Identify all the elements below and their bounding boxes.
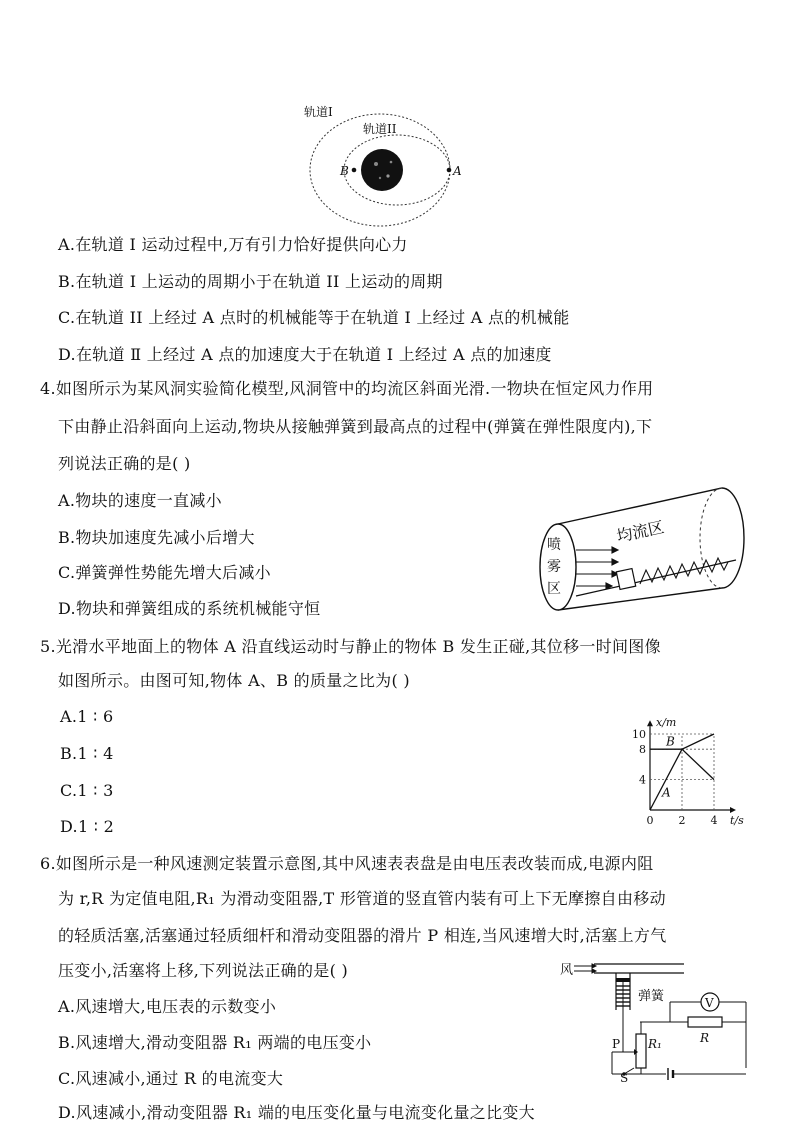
q5-stem-line-1: 5.光滑水平地面上的物体 A 沿直线运动时与静止的物体 B 发生正碰,其位移一时间图像 <box>40 637 661 656</box>
incline <box>576 560 736 596</box>
q6-stem-line-4: 压变小,活塞将上移,下列说法正确的是( ) <box>58 961 349 980</box>
spray-zone-label-2: 雾 <box>547 559 561 575</box>
wind-arrows <box>576 547 618 589</box>
q6-option-a: A.风速增大,电压表的示数变小 <box>58 997 277 1016</box>
y-tick-label-10: 10 <box>632 728 646 741</box>
wind-tunnel-figure <box>536 484 760 620</box>
piston <box>616 978 630 982</box>
point-b-label: B <box>340 164 349 178</box>
p-label: P <box>612 1037 621 1051</box>
x-tick-label-2: 2 <box>678 814 686 827</box>
q5-stem-line-2: 如图所示。由图可知,物体 A、B 的质量之比为( ) <box>58 671 410 690</box>
point-a-label: A <box>453 164 462 178</box>
tunnel-body <box>558 488 744 610</box>
point-a-dot <box>447 168 452 173</box>
x-tick-label-0: 0 <box>646 814 654 827</box>
y-tick-label-4: 4 <box>639 773 646 787</box>
r-label: R <box>700 1031 710 1045</box>
q6-stem-line-2: 为 r,R 为定值电阻,R₁ 为滑动变阻器,T 形管道的竖直管内装有可上下无摩擦自由移动 <box>58 889 666 908</box>
q3-option-b: B.在轨道 I 上运动的周期小于在轨道 II 上运动的周期 <box>58 272 443 291</box>
q3-option-a: A.在轨道 I 运动过程中,万有引力恰好提供向心力 <box>58 235 408 254</box>
uniform-zone-label: 均流区 <box>614 517 666 546</box>
q6-option-b: B.风速增大,滑动变阻器 R₁ 两端的电压变小 <box>58 1033 372 1052</box>
q6-option-d: D.风速减小,滑动变阻器 R₁ 端的电压变化量与电流变化量之比变大 <box>58 1103 535 1122</box>
q4-option-c: C.弹簧弹性势能先增大后减小 <box>58 563 271 582</box>
spray-zone-label-3: 区 <box>547 581 561 597</box>
x-axis-label: t/s <box>730 814 744 827</box>
rheostat-r1 <box>636 1034 646 1068</box>
orbit-1-label: 轨道I <box>304 105 333 119</box>
q5-option-d: D.1 ∶ 2 <box>60 817 115 836</box>
q5-option-b: B.1 ∶ 4 <box>60 744 114 763</box>
q6-option-c: C.风速减小,通过 R 的电流变大 <box>58 1069 284 1088</box>
q6-stem-line-3: 的轻质活塞,活塞通过轻质细杆和滑动变阻器的滑片 P 相连,当风速增大时,活塞上方气 <box>58 926 667 945</box>
x-axis-arrow <box>730 807 736 813</box>
q4-stem-line-3: 列说法正确的是( ) <box>58 454 191 473</box>
resistor-r <box>688 1017 722 1027</box>
block <box>616 569 635 590</box>
series-label-B: B <box>666 734 675 749</box>
series-label-A: A <box>662 785 671 800</box>
q3-option-d: D.在轨道 Ⅱ 上经过 A 点的加速度大于在轨道 I 上经过 A 点的加速度 <box>58 345 552 364</box>
r1-label: R₁ <box>648 1037 662 1051</box>
point-b-dot <box>352 168 357 173</box>
planet <box>361 149 403 191</box>
q4-option-a: A.物块的速度一直减小 <box>58 491 222 510</box>
q3-option-c: C.在轨道 II 上经过 A 点时的机械能等于在轨道 I 上经过 A 点的机械能 <box>58 308 570 327</box>
spring <box>640 558 728 584</box>
wind-label: 风 <box>560 963 574 978</box>
q4-stem-line-2: 下由静止沿斜面向上运动,物块从接触弹簧到最高点的过程中(弹簧在弹性限度内),下 <box>58 417 653 436</box>
y-axis-arrow <box>647 720 653 726</box>
orbit-2-label: 轨道II <box>363 122 397 136</box>
q4-option-d: D.物块和弹簧组成的系统机械能守恒 <box>58 599 321 618</box>
spring-label: 弹簧 <box>638 989 665 1004</box>
q5-option-a: A.1 ∶ 6 <box>60 707 114 726</box>
voltmeter-label: V <box>705 996 714 1010</box>
orbit-figure <box>296 96 496 236</box>
q5-option-c: C.1 ∶ 3 <box>60 781 114 800</box>
position-time-chart <box>626 698 766 828</box>
q4-stem-line-1: 4.如图所示为某风洞实验简化模型,风洞管中的均流区斜面光滑.一物块在恒定风力作用 <box>40 379 654 398</box>
y-axis-label: x/m <box>656 716 677 730</box>
y-tick-label-8: 8 <box>639 743 646 757</box>
q6-stem-line-1: 6.如图所示是一种风速测定装置示意图,其中风速表表盘是由电压表改装而成,电源内阻 <box>40 854 654 873</box>
s-label: S <box>620 1071 629 1082</box>
q4-option-b: B.物块加速度先减小后增大 <box>58 528 255 547</box>
spray-zone-label-1: 喷 <box>547 537 561 553</box>
wind-speed-circuit-figure <box>560 956 760 1082</box>
x-tick-label-4: 4 <box>710 814 718 827</box>
